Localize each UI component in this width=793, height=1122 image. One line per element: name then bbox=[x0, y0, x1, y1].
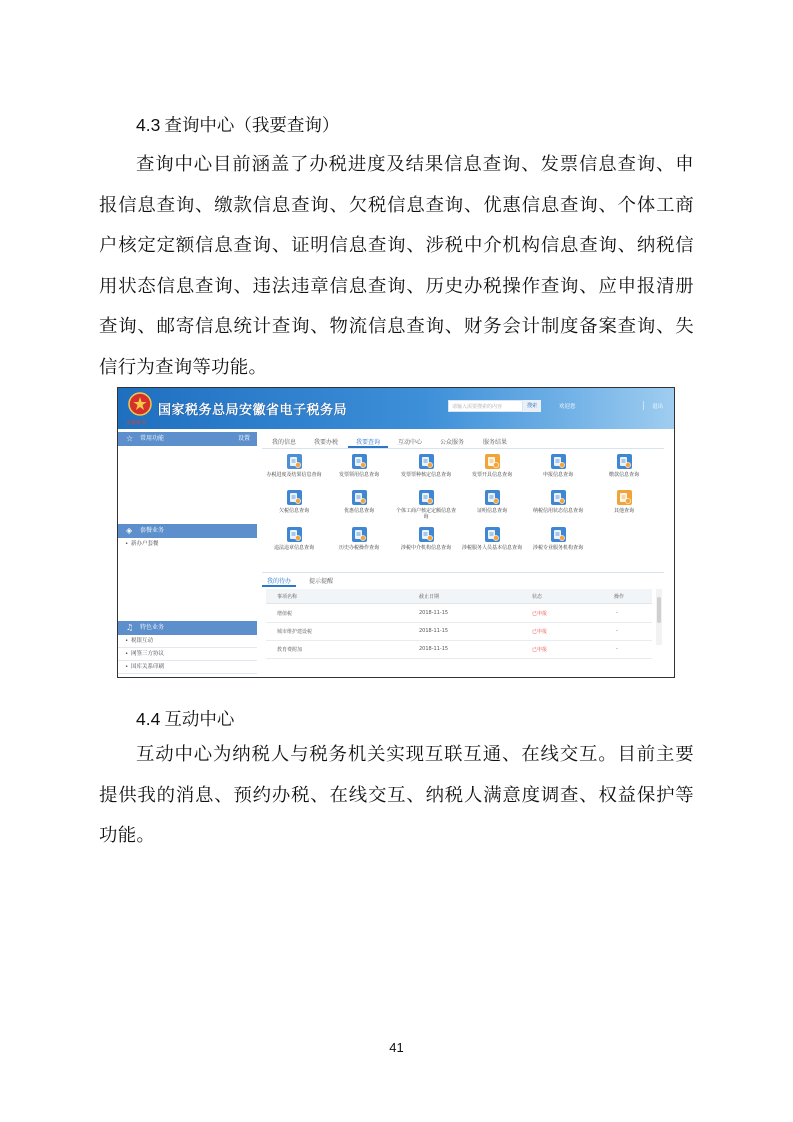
scrollbar-thumb[interactable] bbox=[657, 597, 661, 623]
logout-link[interactable]: 退出 bbox=[652, 404, 664, 410]
business-quota-icon bbox=[419, 490, 434, 505]
violation-icon bbox=[287, 527, 302, 542]
query-function-label: 纳税信用状态信息查询 bbox=[532, 508, 583, 514]
active-tab-indicator bbox=[348, 446, 388, 448]
cell-item: 城市维护建设税 bbox=[277, 629, 313, 635]
sidebar-item-label: 网签三方协议 bbox=[131, 651, 165, 657]
sidebar-head-tax[interactable] bbox=[118, 524, 257, 538]
credit-icon bbox=[551, 490, 566, 505]
query-function-item[interactable] bbox=[528, 454, 588, 486]
discount-icon bbox=[352, 490, 367, 505]
search-button[interactable]: 搜索 bbox=[523, 400, 541, 412]
tab-query[interactable]: 我要查询 bbox=[356, 439, 381, 446]
query-function-item[interactable] bbox=[594, 454, 654, 486]
column-status: 状态 bbox=[532, 594, 543, 600]
query-function-item[interactable] bbox=[462, 490, 522, 522]
query-function-label: 涉税专业服务机构查询 bbox=[532, 545, 583, 551]
query-function-label: 发票票种核定信息查询 bbox=[400, 472, 451, 478]
tab-interaction[interactable]: 互动中心 bbox=[398, 439, 423, 446]
bell-icon: ♫ bbox=[126, 623, 134, 632]
table-header bbox=[266, 589, 652, 604]
invoice-type-icon bbox=[419, 454, 434, 469]
paragraph-interaction-center: 互动中心为纳税人与税务机关实现互联互通、在线交互。目前主要提供我的消息、预约办税、在线交互、纳税人满意度调查、权益保护等功能。 bbox=[99, 744, 694, 847]
table-scrollbar[interactable] bbox=[656, 589, 662, 645]
cell-deadline: 2018-11-15 bbox=[419, 646, 449, 652]
query-function-item[interactable] bbox=[528, 527, 588, 559]
search-input[interactable]: 请输入需要搜索的内容 bbox=[448, 400, 523, 412]
invoice-issue-icon bbox=[485, 454, 500, 469]
query-function-label: 其他查询 bbox=[613, 508, 634, 514]
header-divider bbox=[643, 401, 644, 410]
query-function-label: 涉税中介机构信息查询 bbox=[400, 545, 451, 551]
emblem-caption: 安徽税务 bbox=[126, 420, 147, 426]
user-greeting[interactable]: 欢迎您 bbox=[559, 404, 576, 410]
section-number: 4.4 bbox=[136, 709, 161, 729]
national-emblem-icon bbox=[128, 392, 152, 416]
query-function-label: 缴款信息查询 bbox=[608, 472, 639, 478]
sidebar-head-label: 特色业务 bbox=[140, 624, 165, 631]
sidebar-item-label: 税银互动 bbox=[131, 638, 154, 644]
tax-arrears-icon bbox=[287, 490, 302, 505]
active-panel-tab-indicator bbox=[262, 585, 296, 587]
sidebar-head-common[interactable] bbox=[118, 432, 257, 446]
bullet-icon: • bbox=[125, 651, 129, 657]
sidebar-head-label: 常用功能 bbox=[140, 435, 165, 442]
certificate-icon bbox=[485, 490, 500, 505]
query-function-item[interactable] bbox=[396, 454, 456, 486]
column-action: 操作 bbox=[614, 594, 625, 600]
page-number: 41 bbox=[389, 1040, 404, 1055]
other-query-icon bbox=[617, 490, 632, 505]
sidebar-item-bank-tax[interactable] bbox=[118, 635, 257, 648]
column-deadline: 截止日期 bbox=[419, 594, 440, 600]
todo-panel bbox=[262, 572, 664, 678]
query-function-item[interactable] bbox=[528, 490, 588, 522]
section-heading-4-4 bbox=[136, 706, 234, 731]
query-function-label: 涉税服务人员基本信息查询 bbox=[462, 545, 523, 551]
query-function-label: 优惠信息查询 bbox=[343, 508, 374, 514]
query-function-item[interactable] bbox=[462, 527, 522, 559]
main-content bbox=[262, 432, 664, 677]
bullet-icon: • bbox=[125, 638, 129, 644]
tab-service-results[interactable]: 服务结果 bbox=[483, 439, 508, 446]
query-function-label: 发票领用信息查询 bbox=[338, 472, 379, 478]
cell-action[interactable]: - bbox=[616, 610, 618, 616]
query-function-item[interactable] bbox=[264, 490, 324, 522]
cell-item: 教育费附加 bbox=[277, 647, 303, 653]
portal-banner bbox=[118, 388, 674, 429]
tab-tax-handling[interactable]: 我要办税 bbox=[314, 439, 339, 446]
query-function-label: 发票开具信息查询 bbox=[471, 472, 512, 478]
table-row[interactable] bbox=[266, 622, 652, 641]
query-function-label: 欠税信息查询 bbox=[278, 508, 309, 514]
sidebar-item-label: 国库关系印刷 bbox=[131, 664, 165, 670]
sidebar-item-tripartite[interactable] bbox=[118, 648, 257, 661]
query-function-item[interactable] bbox=[329, 454, 389, 486]
sidebar-head-label: 套餐业务 bbox=[140, 527, 165, 534]
payment-icon bbox=[617, 454, 632, 469]
cell-item: 增值税 bbox=[277, 611, 293, 617]
table-row[interactable] bbox=[266, 604, 652, 623]
paragraph-query-center: 查询中心目前涵盖了办税进度及结果信息查询、发票信息查询、申报信息查询、缴款信息查询、欠税信息查询、优惠信息查询、个体工商户核定定额信息查询、证明信息查询、涉税中介机构信息查询、纳税信用状态信息查询、违法违章信息查询、历史办税操作查询、应申报清册查询、邮寄信息统计查询、物流信息查询、财务会计制度备案查询、失信行为查询等功能。 bbox=[99, 154, 694, 378]
sidebar bbox=[118, 432, 258, 677]
tab-public-service[interactable]: 公众服务 bbox=[440, 439, 465, 446]
cell-deadline: 2018-11-15 bbox=[419, 610, 449, 616]
sidebar-item-new-package[interactable] bbox=[118, 538, 257, 551]
invoice-icon bbox=[352, 454, 367, 469]
star-icon: ☆ bbox=[126, 434, 134, 443]
cell-deadline: 2018-11-15 bbox=[419, 628, 449, 634]
tab-reminders[interactable]: 提示提醒 bbox=[309, 578, 334, 585]
tab-my-info[interactable]: 我的信息 bbox=[272, 439, 297, 446]
sidebar-head-special[interactable] bbox=[118, 621, 257, 635]
bullet-icon: • bbox=[125, 541, 129, 547]
query-function-item[interactable] bbox=[462, 454, 522, 486]
table-row[interactable] bbox=[266, 640, 652, 659]
section-number: 4.3 bbox=[136, 115, 161, 135]
query-function-item[interactable] bbox=[396, 490, 456, 522]
tab-my-todo[interactable]: 我的待办 bbox=[267, 578, 292, 585]
section-heading-4-3 bbox=[136, 112, 339, 137]
section-title: 查询中心（我要查询） bbox=[164, 116, 340, 136]
bullet-icon: • bbox=[125, 664, 129, 670]
cell-status: 已申报 bbox=[532, 611, 548, 617]
query-function-item[interactable] bbox=[264, 454, 324, 486]
cell-action[interactable]: - bbox=[616, 628, 618, 634]
query-function-item[interactable] bbox=[329, 490, 389, 522]
cell-action[interactable]: - bbox=[616, 646, 618, 652]
section-title: 互动中心 bbox=[164, 710, 235, 730]
query-function-item[interactable] bbox=[264, 527, 324, 559]
sidebar-item-label: 新办户套餐 bbox=[131, 541, 159, 547]
layers-icon: ◈ bbox=[126, 526, 133, 535]
query-function-label: 申报信息查询 bbox=[542, 472, 573, 478]
declaration-icon bbox=[551, 454, 566, 469]
cell-status: 已申报 bbox=[532, 647, 548, 653]
query-function-label: 历史办税操作查询 bbox=[338, 545, 379, 551]
agency-icon bbox=[419, 527, 434, 542]
query-function-label: 证明信息查询 bbox=[476, 508, 507, 514]
history-icon bbox=[352, 527, 367, 542]
query-function-label: 违法违章信息查询 bbox=[273, 545, 314, 551]
query-function-label: 个体工商户核定定额信息查询 bbox=[396, 508, 457, 520]
column-item: 事项名称 bbox=[277, 594, 298, 600]
nav-tabs bbox=[262, 432, 664, 449]
tax-portal-screenshot bbox=[117, 387, 675, 678]
search-document-icon bbox=[287, 454, 302, 469]
service-staff-icon bbox=[485, 527, 500, 542]
site-title: 国家税务总局安徽省电子税务局 bbox=[158, 403, 348, 418]
cell-status: 已申报 bbox=[532, 629, 548, 635]
sidebar-item-treasury[interactable] bbox=[118, 661, 257, 674]
query-function-item[interactable] bbox=[594, 490, 654, 522]
sidebar-settings-link[interactable]: 设置 bbox=[238, 435, 251, 442]
professional-agency-icon bbox=[551, 527, 566, 542]
query-function-item[interactable] bbox=[396, 527, 456, 559]
query-function-item[interactable] bbox=[329, 527, 389, 559]
query-function-label: 办税进度及结果信息查询 bbox=[266, 472, 322, 478]
